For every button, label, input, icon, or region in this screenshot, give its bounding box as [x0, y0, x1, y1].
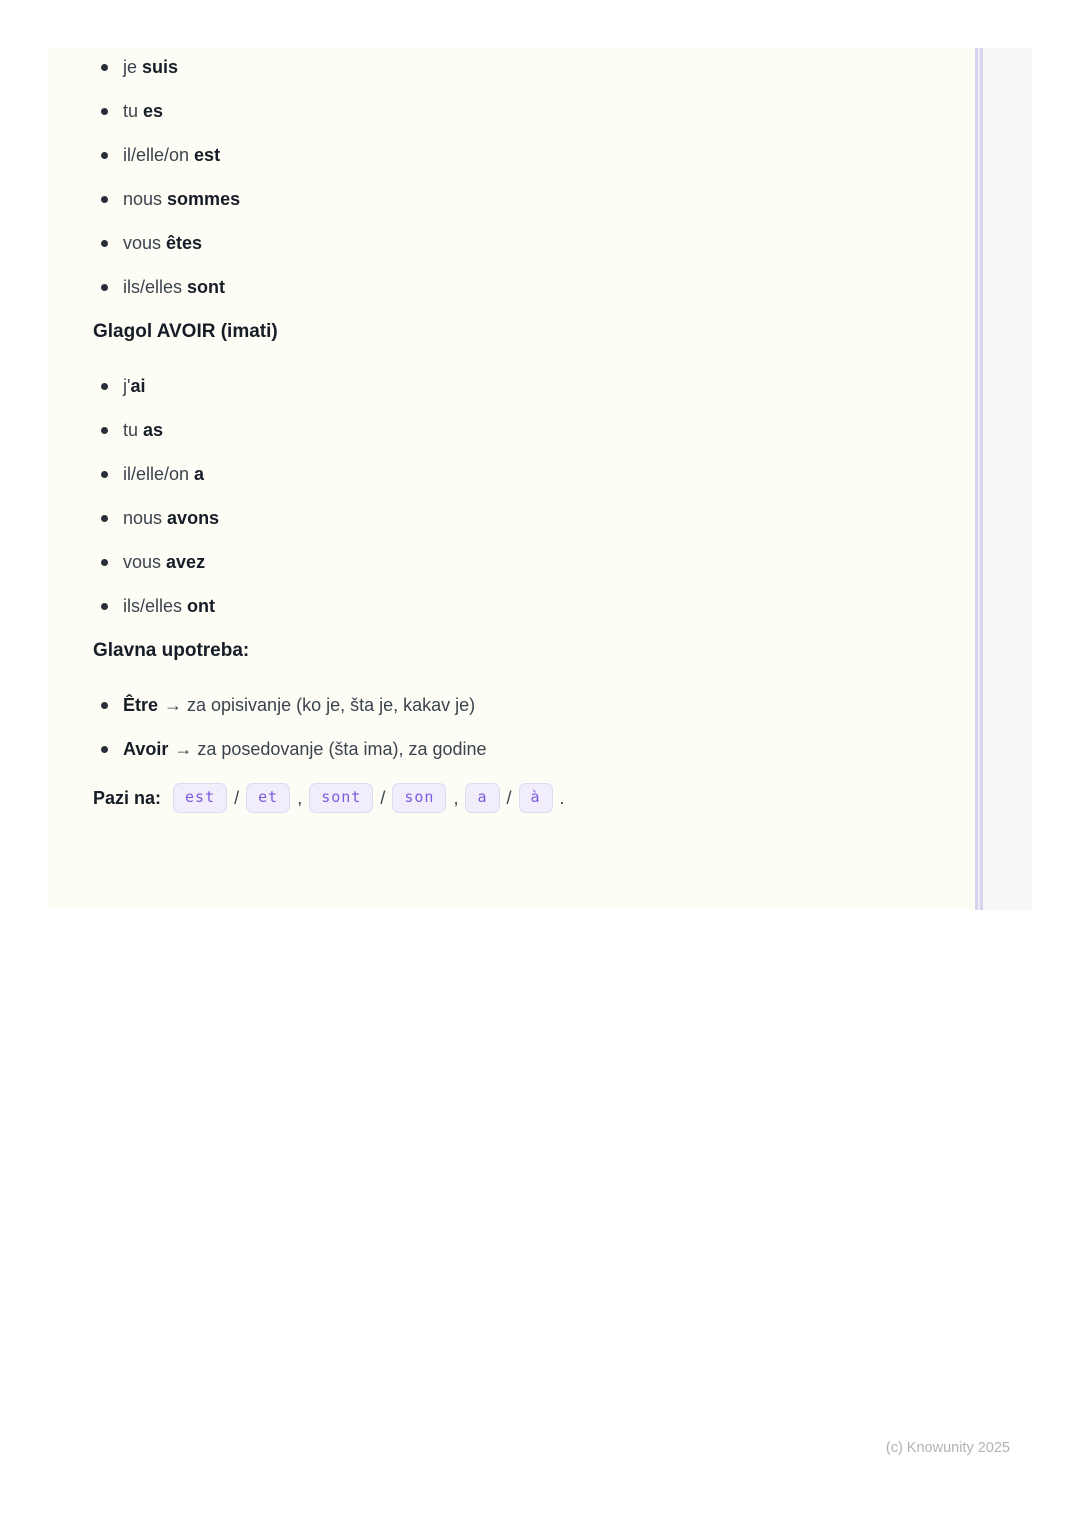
- pazi-label: Pazi na:: [93, 788, 162, 808]
- item-pronoun: nous: [123, 189, 168, 209]
- pazi-note: [93, 783, 955, 813]
- usage-verb-bold: Être: [123, 695, 159, 715]
- usage-heading: Glavna upotreba:: [93, 640, 250, 661]
- list-item: [93, 57, 955, 78]
- item-pronoun: vous: [123, 552, 167, 572]
- bullet-icon: [101, 383, 108, 390]
- avoir-conjugation-list: [93, 376, 955, 617]
- bullet-icon: [101, 284, 108, 291]
- list-item: [93, 552, 955, 573]
- item-pronoun: ils/elles: [123, 596, 188, 616]
- list-item: [93, 145, 955, 166]
- item-pronoun: je: [123, 57, 143, 77]
- item-verb-bold: est: [194, 145, 221, 165]
- avoir-heading: Glagol AVOIR (imati): [93, 321, 278, 342]
- bullet-icon: [101, 471, 108, 478]
- separator: /: [506, 788, 512, 808]
- list-item: [93, 596, 955, 617]
- item-verb-bold: êtes: [166, 233, 203, 253]
- separator: /: [234, 788, 240, 808]
- item-verb-bold: ont: [187, 596, 216, 616]
- bullet-icon: [101, 702, 108, 709]
- item-verb-bold: es: [143, 101, 164, 121]
- bullet-icon: [101, 196, 108, 203]
- item-pronoun: nous: [123, 508, 168, 528]
- next-page-edge: [983, 48, 1032, 910]
- list-item: [93, 739, 955, 760]
- item-verb-bold: a: [194, 464, 205, 484]
- code-badge-est: est: [173, 783, 227, 813]
- list-item: [93, 508, 955, 529]
- bullet-icon: [101, 427, 108, 434]
- bullet-icon: [101, 152, 108, 159]
- list-item: [93, 101, 955, 122]
- item-verb-bold: avez: [166, 552, 206, 572]
- separator: /: [380, 788, 386, 808]
- bullet-icon: [101, 746, 108, 753]
- separator: ,: [297, 788, 303, 808]
- list-item: [93, 376, 955, 397]
- item-pronoun: vous: [123, 233, 167, 253]
- list-item: [93, 233, 955, 254]
- bullet-icon: [101, 240, 108, 247]
- usage-list: [93, 695, 955, 760]
- item-verb-bold: suis: [142, 57, 179, 77]
- item-verb-bold: as: [143, 420, 164, 440]
- code-badge-a: a: [465, 783, 499, 813]
- separator: ,: [453, 788, 459, 808]
- bullet-icon: [101, 559, 108, 566]
- item-pronoun: tu: [123, 101, 144, 121]
- item-pronoun: tu: [123, 420, 144, 440]
- bullet-icon: [101, 603, 108, 610]
- code-badge-sont: sont: [309, 783, 373, 813]
- list-item: [93, 420, 955, 441]
- bullet-icon: [101, 515, 108, 522]
- list-item: [93, 277, 955, 298]
- code-badge-et: et: [246, 783, 290, 813]
- list-item: [93, 464, 955, 485]
- item-verb-bold: sont: [187, 277, 226, 297]
- document-page: [48, 48, 975, 910]
- separator: .: [559, 788, 565, 808]
- list-item: [93, 189, 955, 210]
- code-badge-a-grave: à: [519, 783, 553, 813]
- list-item: [93, 695, 955, 716]
- vertical-scrollbar[interactable]: [975, 48, 983, 910]
- etre-conjugation-list: [93, 57, 955, 298]
- usage-description: → za posedovanje (šta ima), za godine: [174, 739, 487, 759]
- item-pronoun: j': [123, 376, 131, 396]
- usage-verb-bold: Avoir: [123, 739, 169, 759]
- item-pronoun: il/elle/on: [123, 145, 195, 165]
- footer-copyright: (c) Knowunity 2025: [885, 1440, 1010, 1456]
- item-verb-bold: avons: [167, 508, 220, 528]
- bullet-icon: [101, 108, 108, 115]
- bullet-icon: [101, 64, 108, 71]
- item-pronoun: ils/elles: [123, 277, 188, 297]
- item-pronoun: il/elle/on: [123, 464, 195, 484]
- item-verb-bold: sommes: [167, 189, 241, 209]
- item-verb-bold: ai: [130, 376, 146, 396]
- code-badge-son: son: [392, 783, 446, 813]
- usage-description: → za opisivanje (ko je, šta je, kakav je): [164, 695, 476, 715]
